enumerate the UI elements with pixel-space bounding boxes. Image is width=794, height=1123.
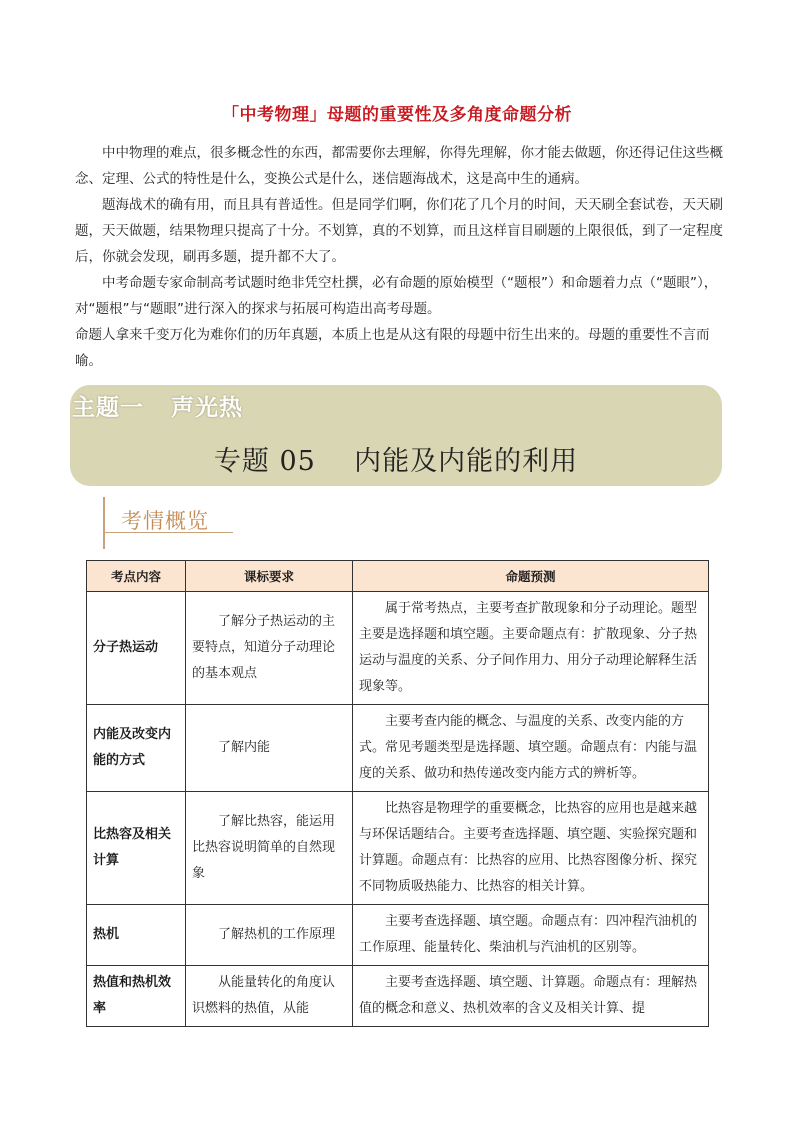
- topic-title: 主题一 声光热: [72, 395, 244, 421]
- cell-point: 比热容及相关计算: [87, 792, 186, 905]
- cell-prediction: 比热容是物理学的重要概念，比热容的应用也是越来越与环保话题结合。主要考查选择题、填空题、实验探究题和计算题。命题点有：比热容的应用、比热容图像分析、探究不同物质吸热能力、比热容的相关计算。: [353, 792, 709, 905]
- table-row: [87, 905, 709, 966]
- document-title: 「中考物理」母题的重要性及多角度命题分析: [222, 105, 572, 125]
- cell-prediction: 主要考查选择题、填空题。命题点有：四冲程汽油机的工作原理、能量转化、柴油机与汽油机的区别等。: [353, 905, 709, 966]
- table-row: [87, 966, 709, 1027]
- intro-paragraph-4: 命题人拿来千变万化为难你们的历年真题，本质上也是从这有限的母题中衍生出来的。母题的重要性不言而喻。: [75, 327, 710, 369]
- intro-paragraph-2: 题海战术的确有用，而且具有普适性。但是同学们啊，你们花了几个月的时间，天天刷全套试卷，天天刷题，天天做题，结果物理只提高了十分。不划算，真的不划算，而且这样盲目刷题的上限很低，到了一定程度后，你就会发现，刷再多题，提升都不大了。: [75, 197, 723, 265]
- cell-prediction: 主要考查选择题、填空题、计算题。命题点有：理解热值的概念和意义、热机效率的含义及相关计算、提: [353, 966, 709, 1027]
- intro-paragraph-1: 中中物理的难点，很多概念性的东西，都需要你去理解，你得先理解，你才能去做题，你还得记住这些概念、定理、公式的特性是什么，变换公式是什么，迷信题海战术，这是高中生的通病。: [75, 145, 723, 187]
- table-row: [87, 592, 709, 705]
- cell-standard: 了解分子热运动的主要特点，知道分子动理论的基本观点: [186, 592, 353, 705]
- cell-point: 内能及改变内能的方式: [87, 705, 186, 792]
- table-row: [87, 792, 709, 905]
- intro-section: [75, 140, 725, 374]
- cell-standard: 了解内能: [186, 705, 353, 792]
- heading-divider-vertical: [103, 497, 105, 549]
- header-point: 考点内容: [87, 561, 186, 592]
- intro-paragraph-3: 中考命题专家命制高考试题时绝非凭空杜撰，必有命题的原始模型（“题根”）和命题着力点（“题眼”），对“题根”与“题眼”进行深入的探求与拓展可构造出高考母题。: [75, 275, 718, 317]
- cell-point: 分子热运动: [87, 592, 186, 705]
- cell-standard: 了解比热容，能运用比热容说明简单的自然现象: [186, 792, 353, 905]
- section-heading-text: 考情概览: [121, 509, 209, 533]
- topic-banner: [70, 385, 722, 486]
- cell-point: 热机: [87, 905, 186, 966]
- cell-standard: 从能量转化的角度认识燃料的热值，从能: [186, 966, 353, 1027]
- cell-standard: 了解热机的工作原理: [186, 905, 353, 966]
- header-standard: 课标要求: [186, 561, 353, 592]
- special-title: 专题 05 内能及内能的利用: [213, 446, 579, 477]
- cell-prediction: 主要考查内能的概念、与温度的关系、改变内能的方式。常见考题类型是选择题、填空题。命题点有：内能与温度的关系、做功和热传递改变内能方式的辨析等。: [353, 705, 709, 792]
- table-row: [87, 705, 709, 792]
- section-heading: [103, 497, 233, 549]
- cell-prediction: 属于常考热点，主要考查扩散现象和分子动理论。题型主要是选择题和填空题。主要命题点有：扩散现象、分子热运动与温度的关系、分子间作用力、用分子动理论解释生活现象等。: [353, 592, 709, 705]
- header-prediction: 命题预测: [353, 561, 709, 592]
- exam-overview-table: [86, 560, 709, 1027]
- cell-point: 热值和热机效率: [87, 966, 186, 1027]
- table-header-row: [87, 561, 709, 592]
